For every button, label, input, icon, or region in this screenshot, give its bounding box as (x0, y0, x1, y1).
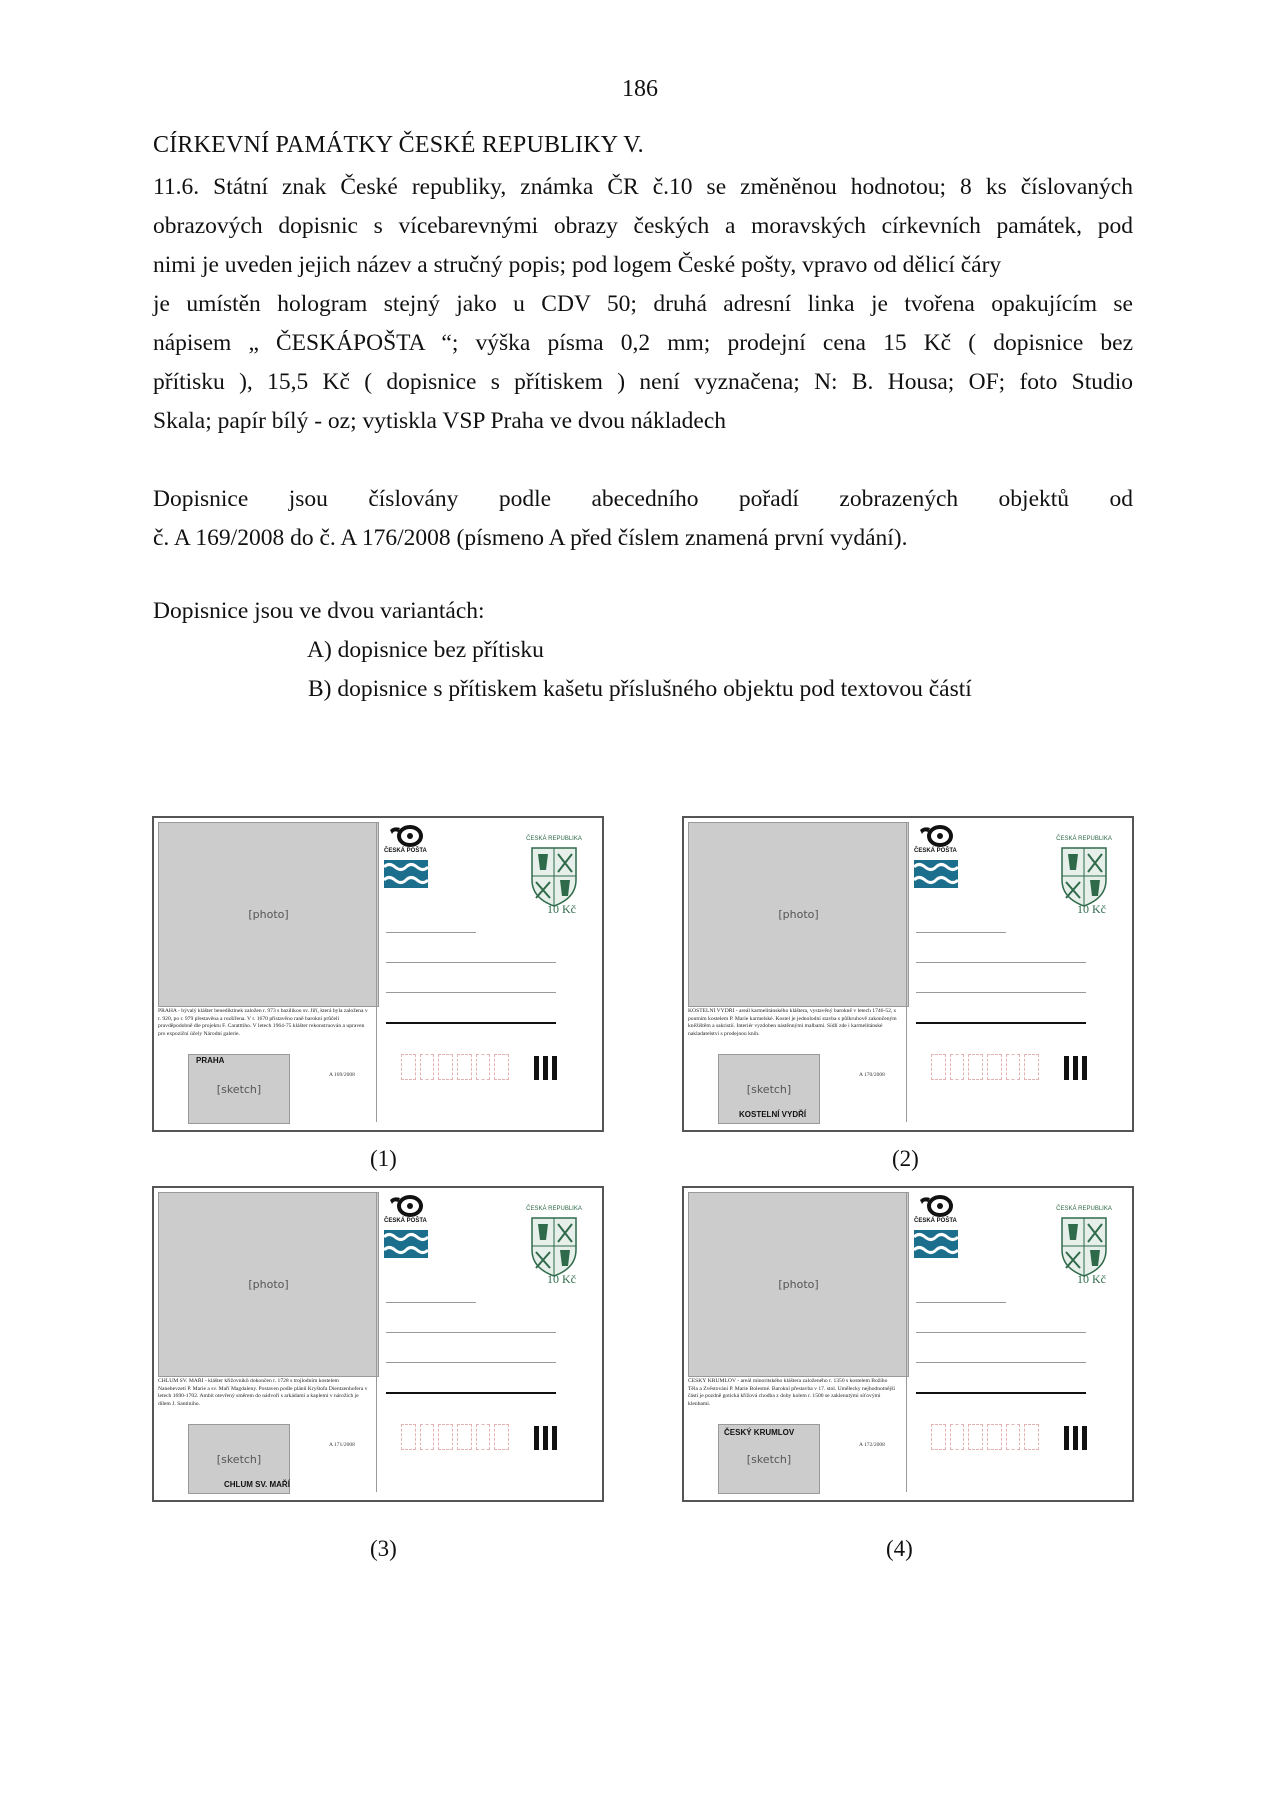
divider-line (376, 1192, 377, 1492)
address-line (386, 992, 556, 993)
logo-text: ČESKÁ POŠTA (914, 1218, 957, 1224)
numbering-line: č. A 169/2008 do č. A 176/2008 (písmeno A před číslem znamená první vydání). (153, 525, 908, 551)
variant-b: B) dopisnice s přítiskem kašetu příslušného objektu pod textovou částí (308, 676, 972, 702)
thumbnail-label: PRAHA (196, 1056, 225, 1065)
description-line: je umístěn hologram stejný jako u CDV 50; druhá adresní linka je tvořena opakujícím se (153, 291, 1133, 317)
address-line (386, 962, 556, 963)
logo-text: ČESKÁ POŠTA (384, 1218, 427, 1224)
page-number: 186 (622, 76, 658, 102)
postcard-serial: A 172/2008 (859, 1442, 885, 1448)
divider-line (906, 1192, 907, 1492)
stamp-value: 10 Kč (1077, 1272, 1106, 1286)
barcode-marks (534, 1426, 558, 1450)
postcard-1: [photo] PRAHA - bývalý klášter benediktinek založen r. 973 s bazilikou sv. Jiří, která byla založena v r. 920, po r. 979 přestavěna a rozšířena. V r. 1670 přistavěno raně barokní průčelí pravděpodobně dle projektu F. Caratttiho. V letech 1964-75 klášter rekonstruován a upraven pro expoziční účely Národní galerie. ČESKÁ POŠTA ČESKÁ REPUBLIKA 10 Kč [sketch] PRAHA A 169/2008 (152, 816, 604, 1132)
numbering-line: Dopisnice jsou číslovány podle abecedního pořadí zobrazených objektů od (153, 486, 1133, 512)
postal-code-boxes (931, 1054, 1039, 1080)
thumbnail-label: CHLUM SV. MAŘÍ (224, 1480, 290, 1489)
postal-code-boxes (401, 1424, 509, 1450)
address-line (916, 1392, 1086, 1394)
postcard-description: CHLUM SV. MAŘÍ - klášter křižovníků dokončen r. 1728 s trojlodním kostelem Nanebevzetí P. Marie a sv. Maří Magdaleny. Postaven podle plánů Kryštofa Dientzenhofera v letech 1690-1702. Ambit otevřený směrem do nádvoří s arkádami a kaplemi v nárožích je dílem J. Santiniho. (158, 1378, 368, 1407)
variant-a: A) dopisnice bez přítisku (307, 637, 544, 663)
caption-2: (2) (892, 1146, 919, 1171)
caption-3: (3) (370, 1536, 397, 1561)
stamp-country: ČESKÁ REPUBLIKA (526, 1206, 582, 1212)
variants-intro: Dopisnice jsou ve dvou variantách: (153, 598, 485, 624)
postcard-description: ČESKÝ KRUMLOV - areál minoritského kláštera založeného r. 1350 s kostelem Božího Těla a Zvěstování P. Marie Bolestné. Barokní přestavba v 17. stol. Umělecky nejhodnotnější částí je pozdně gotická křížová chodba z doby kolem r. 1500 se zaklenutými síťovými klenbami. (688, 1378, 895, 1407)
postcard-serial: A 169/2008 (329, 1072, 355, 1078)
stamp-value: 10 Kč (1077, 902, 1106, 916)
description-paragraph (153, 168, 1133, 441)
address-line (916, 962, 1086, 963)
hologram-icon (914, 1230, 958, 1258)
postal-code-boxes (401, 1054, 509, 1080)
postcard-4: [photo] ČESKÝ KRUMLOV - areál minoritského kláštera založeného r. 1350 s kostelem Božího Těla a Zvěstování P. Marie Bolestné. Barokní přestavba v 17. stol. Umělecky nejhodnotnější částí je pozdně gotická křížová chodba z doby kolem r. 1500 se zaklenutými síťovými klenbami. ČESKÁ POŠTA ČESKÁ REPUBLIKA 10 Kč [sketch] ČESKÝ KRUMLOV A 172/2008 (682, 1186, 1134, 1502)
stamp-value: 10 Kč (547, 1272, 576, 1286)
postcard-2: [photo] KOSTELNÍ VYDŘÍ - areál karmelitánského kláštera, vystavěný barokně v letech 1746-52, s poutním kostelem P. Marie karmelské. Kostel je jednolodní stavba s půlkruhově zakončeným kněžištěm a sakristií. Interiér vyzdoben nástěnnými malbami. Sídlí zde i karmelitánské nakladatelství s prodejnou knih. ČESKÁ POŠTA ČESKÁ REPUBLIKA 10 Kč [sketch] KOSTELNÍ VYDŘÍ A 170/2008 (682, 816, 1134, 1132)
logo-text: ČESKÁ POŠTA (914, 848, 957, 854)
stamp-country: ČESKÁ REPUBLIKA (1056, 836, 1112, 842)
divider-line (906, 822, 907, 1122)
divider-line (376, 822, 377, 1122)
section-title: CÍRKEVNÍ PAMÁTKY ČESKÉ REPUBLIKY V. (153, 132, 644, 158)
barcode-marks (1064, 1056, 1088, 1080)
caption-4: (4) (886, 1536, 913, 1561)
caption-1: (1) (370, 1146, 397, 1171)
postcard-3: [photo] CHLUM SV. MAŘÍ - klášter křižovníků dokončen r. 1728 s trojlodním kostelem Nanebevzetí P. Marie a sv. Maří Magdaleny. Postaven podle plánů Kryštofa Dientzenhofera v letech 1690-1702. Ambit otevřený směrem do nádvoří s arkádami a kaplemi v nárožích je dílem J. Santiniho. ČESKÁ POŠTA ČESKÁ REPUBLIKA 10 Kč [sketch] CHLUM SV. MAŘÍ A 171/2008 (152, 1186, 604, 1502)
address-line (916, 1362, 1086, 1363)
address-line (916, 992, 1086, 993)
stamp-country: ČESKÁ REPUBLIKA (526, 836, 582, 842)
address-line (916, 1302, 1006, 1303)
description-line: přítisku ), 15,5 Kč ( dopisnice s přítiskem ) není vyznačena; N: B. Housa; OF; foto Studio (153, 369, 1133, 395)
logo-text: ČESKÁ POŠTA (384, 848, 427, 854)
description-line: obrazových dopisnic s vícebarevnými obrazy českých a moravských církevních památek, pod (153, 213, 1133, 239)
postcard-serial: A 170/2008 (859, 1072, 885, 1078)
description-line: Skala; papír bílý - oz; vytiskla VSP Praha ve dvou nákladech (153, 408, 727, 434)
address-line (916, 1022, 1086, 1024)
description-line: 11.6. Státní znak České republiky, známka ČR č.10 se změněnou hodnotou; 8 ks číslovaných (153, 174, 1133, 200)
barcode-marks (534, 1056, 558, 1080)
description-line: nápisem „ ČESKÁPOŠTA “; výška písma 0,2 mm; prodejní cena 15 Kč ( dopisnice bez (153, 330, 1133, 356)
hologram-icon (914, 860, 958, 888)
barcode-marks (1064, 1426, 1088, 1450)
postcard-description: PRAHA - bývalý klášter benediktinek založen r. 973 s bazilikou sv. Jiří, která byla založena v r. 920, po r. 979 přestavěna a rozšířena. V r. 1670 přistavěno raně barokní průčelí pravděpodobně dle projektu F. Caratttiho. V letech 1964-75 klášter rekonstruován a upraven pro expoziční účely Národní galerie. (158, 1008, 368, 1037)
address-line (916, 1332, 1086, 1333)
address-line (386, 1392, 556, 1394)
stamp-country: ČESKÁ REPUBLIKA (1056, 1206, 1112, 1212)
address-line (916, 932, 1006, 933)
thumbnail-label: KOSTELNÍ VYDŘÍ (739, 1110, 807, 1119)
address-line (386, 1362, 556, 1363)
postal-code-boxes (931, 1424, 1039, 1450)
numbering-paragraph (153, 480, 1133, 558)
address-line (386, 1022, 556, 1024)
stamp-value: 10 Kč (547, 902, 576, 916)
hologram-icon (384, 1230, 428, 1258)
address-line (386, 1332, 556, 1333)
address-line (386, 1302, 476, 1303)
address-line (386, 932, 476, 933)
description-line: nimi je uveden jejich název a stručný popis; pod logem České pošty, vpravo od dělicí čáry (153, 252, 1002, 278)
thumbnail-label: ČESKÝ KRUMLOV (724, 1428, 795, 1437)
hologram-icon (384, 860, 428, 888)
postcard-description: KOSTELNÍ VYDŘÍ - areál karmelitánského kláštera, vystavěný barokně v letech 1746-52, s poutním kostelem P. Marie karmelské. Kostel je jednolodní stavba s půlkruhově zakončeným kněžištěm a sakristií. Interiér vyzdoben nástěnnými malbami. Sídlí zde i karmelitánské nakladatelství s prodejnou knih. (688, 1008, 897, 1037)
postcard-serial: A 171/2008 (329, 1442, 355, 1448)
